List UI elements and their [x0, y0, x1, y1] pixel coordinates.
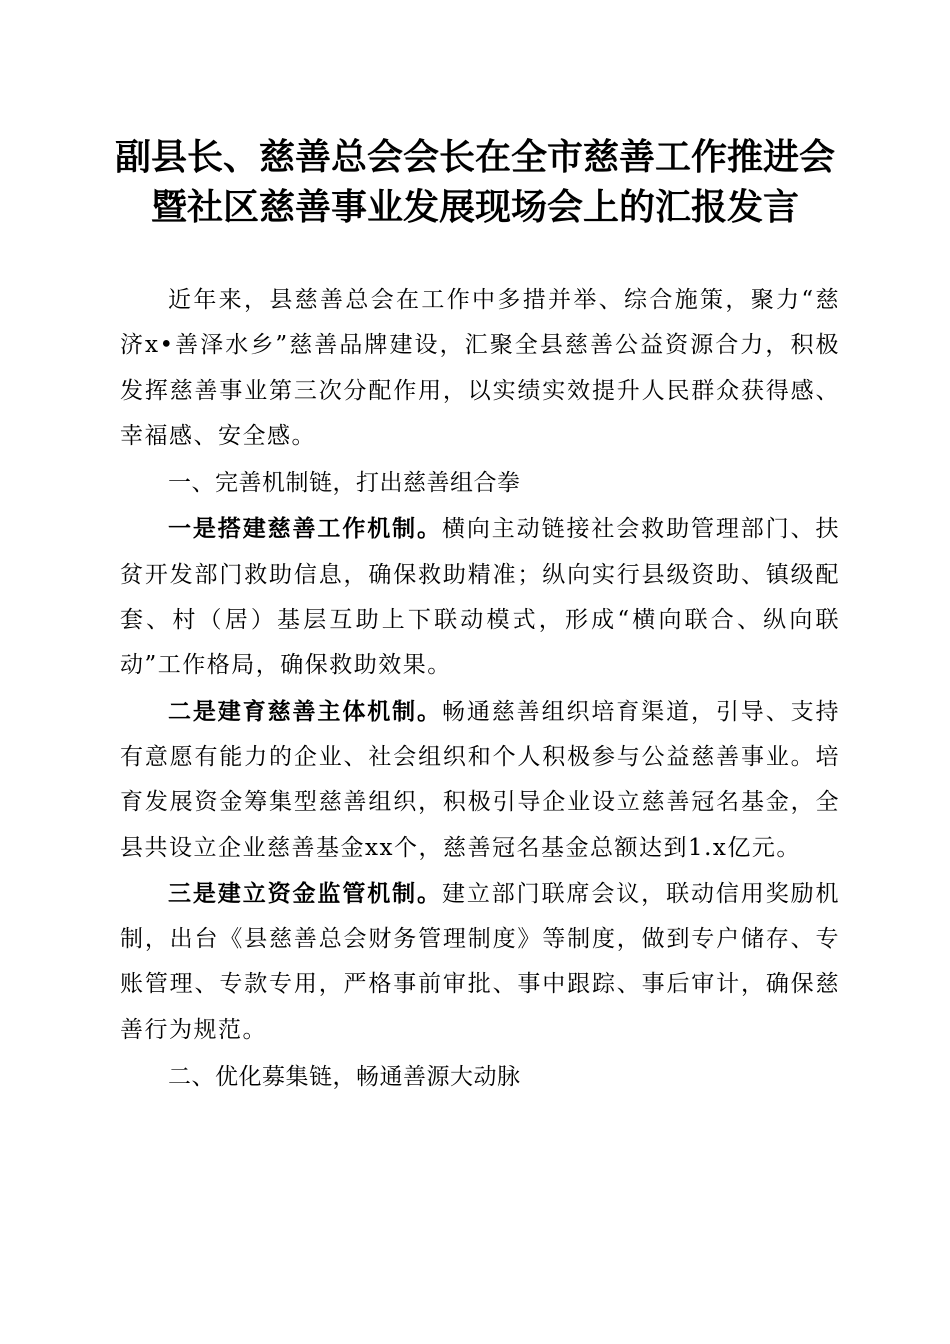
item-2-lead: 二是建育慈善主体机制。	[168, 697, 442, 725]
section-2-heading: 二、优化募集链，畅通善源大动脉	[168, 1064, 521, 1091]
item-3-paragraph	[120, 871, 840, 1053]
intro-paragraph: 近年来，县慈善总会在工作中多措并举、综合施策，聚力“慈济x•善泽水乡”慈善品牌建设，汇聚全县慈善公益资源合力，积极发挥慈善事业第三次分配作用，以实绩实效提升人民群众获得感、幸福感、安全感。	[120, 287, 840, 449]
item-2-text: 畅通慈善组织培育渠道，引导、支持有意愿有能力的企业、社会组织和个人积极参与公益慈善事业。培育发展资金筹集型慈善组织，积极引导企业设立慈善冠名基金，全县共设立企业慈善基金xx个，慈善冠名基金总额达到1.x亿元。	[120, 698, 841, 861]
title-line-2: 暨社区慈善事业发展现场会上的汇报发言	[150, 186, 799, 228]
item-1-lead: 一是搭建慈善工作机制。	[168, 515, 442, 543]
item-2-paragraph	[120, 689, 840, 871]
document-body	[120, 278, 840, 1100]
item-3-lead: 三是建立资金监管机制。	[168, 879, 442, 907]
item-1-paragraph	[120, 506, 840, 688]
item-3-text: 建立部门联席会议，联动信用奖励机制，出台《县慈善总会财务管理制度》等制度，做到专户储存、专账管理、专款专用，严格事前审批、事中跟踪、事后审计，确保慈善行为规范。	[120, 880, 841, 1043]
document-title	[100, 132, 850, 232]
section-1-heading: 一、完善机制链，打出慈善组合拳	[168, 470, 521, 497]
item-1-text: 横向主动链接社会救助管理部门、扶贫开发部门救助信息，确保救助精准；纵向实行县级资助、镇级配套、村（居）基层互助上下联动模式，形成“横向联合、纵向联动”工作格局，确保救助效果。	[120, 516, 841, 679]
title-line-1: 副县长、慈善总会会长在全市慈善工作推进会	[114, 136, 835, 178]
